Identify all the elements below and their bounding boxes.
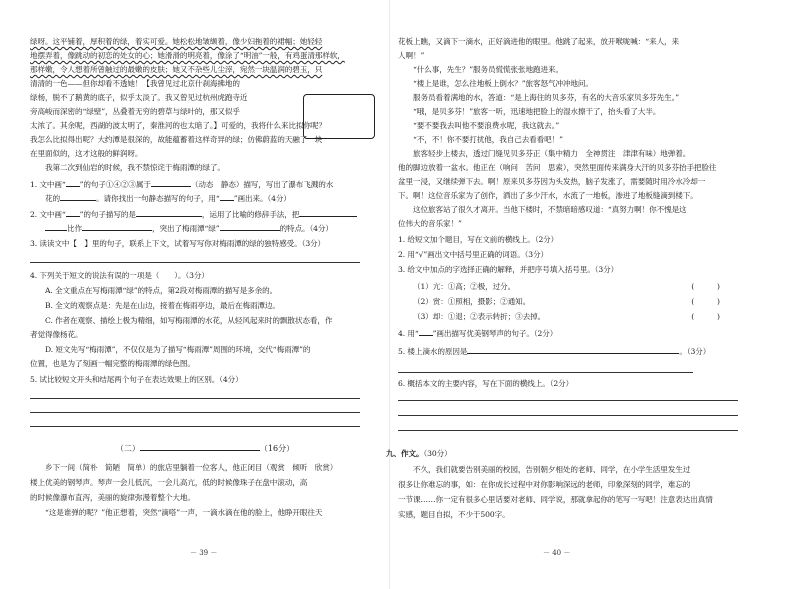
passage-line: 太浓了。其余呢，西湖的波太明了，秦淮河的也太暗了。】可爱的，我将什么来比拟你呢？ [30, 121, 326, 130]
question-6: 6. 概括本文的主要内容，写在下面的横线上。（2分） [398, 379, 574, 388]
underline-sample [66, 208, 80, 217]
option-c: C. 作者在观察、描绘上极为精细，如写梅雨潭的水花，从轻风起来时的飘散状态看，作 [45, 316, 333, 325]
page-gutter [389, 0, 390, 589]
underline-sample [220, 192, 234, 201]
answer-line[interactable] [30, 426, 360, 427]
question-5: 5. 试比较短文开头和结尾两个句子在表达效果上的区别。（4分） [30, 375, 243, 384]
story-line: “不，不！你不要打扰他，我自己去看看吧！” [413, 135, 563, 144]
answer-line[interactable] [30, 262, 360, 263]
story-line: 旅客轻步上楼去，透过门缝见贝多芬正（集中精力 全神贯注 津津有味）地弹着。 [413, 149, 691, 158]
question-3-item-3: （3）却：①退；②表示转折；③去掉。 [413, 312, 546, 321]
left-page [30, 0, 380, 589]
option-c-cont: 者觉得像杨花。 [30, 330, 83, 339]
story-line: 楼上优美的钢琴声。琴声一会儿低沉，一会儿高亢，低的时候像珠子在盘中滚动，高 [30, 478, 308, 487]
story-line: 服务员看着满地的水，答道：“是上海住的贝多芬，有名的大音乐家贝多芬先生。” [413, 93, 680, 102]
story-line: 位伟大的音乐家！” [398, 219, 462, 228]
story-line: 花板上瞧，又滴下一滴水，正好滴进他的眼里。他跳了起来，放开喉咙喊：“来人，来 [398, 37, 680, 46]
passage-line: 清清的一色——但你却看不透她！【我曾见过北京什刹海拂地的 [30, 79, 240, 88]
option-b: B. 全文的观察点是：先是在山边，接着在梅雨亭边，最后在梅雨潭边。 [45, 301, 280, 310]
option-d: D. 短文先写“梅雨潭”，不仅仅是为了描写“梅雨潭”周围的环境，交代“梅雨潭”的 [45, 345, 311, 354]
passage-line: 我第二次到仙岩的时候，我不禁惊诧于梅雨潭的绿了。 [45, 163, 225, 172]
composition-prompt-line: 很多让你难忘的事，如：在你成长过程中对你影响深远的老师，印象深刻的同学，难忘的 [398, 480, 691, 489]
question-3: 3. 读读文中【 】里的句子，联系上下文，试着写写你对梅雨潭的绿的独特感受。（3分） [30, 239, 326, 248]
composition-prompt-line: 不久，我们就要告别美丽的校园，告别朝夕相处的老师、同学，在小学生活里发生过 [413, 465, 691, 474]
option-d-cont: 位置，也是为了刻画一幅完整的梅雨潭的绿色图。 [30, 359, 195, 368]
underline-sample [419, 327, 433, 336]
story-line: 人啊！” [398, 51, 425, 60]
option-a: A. 全文重点在写梅雨潭“绿”的特点，第2段对梅雨潭的描写是多余的。 [45, 286, 278, 295]
story-line: “什么事，先生？”服务员慌慌张张地跑进来。 [413, 65, 563, 74]
passage-line: 旁高峻而深密的“绿壁”，丛叠着无穷的碧草与绿叶的，那又似乎 [30, 107, 240, 116]
passage-line: 地摆弄着，像跳动的初恋的处女的心；她滑滑的明亮着，像涂了“明油”一般，有鸡蛋清那样软， [30, 51, 345, 60]
question-4: 4. 下列关于短文的说法有误的一项是（ ）。（3分） [30, 271, 209, 280]
title-blank[interactable] [140, 442, 260, 451]
answer-parens[interactable]: ( ) [691, 312, 720, 321]
question-3: 3. 给文中加点的字选择正确的解释，并把序号填入括号里。（3分） [398, 265, 619, 274]
answer-blank[interactable] [220, 222, 280, 231]
question-2-cont: 比作 ，突出了梅雨潭“绿” 的特点。（4分） [30, 222, 333, 234]
question-1-cont: 花的 。请你找出一句静态描写的句子，用“ ”画出来。（4分） [45, 194, 291, 203]
answer-blank[interactable] [82, 222, 152, 231]
right-page [386, 0, 770, 589]
answer-line[interactable] [398, 372, 693, 373]
passage-line: 那样嫩，令人想着所曾触过的最嫩的皮肤；她又不杂些儿尘滓，宛然一块温润的碧玉，只 [30, 65, 323, 74]
passage-line: 在里面似的，这才这般的鲜润呀。 [30, 149, 143, 158]
answer-line[interactable] [398, 400, 738, 401]
question-2: 2. 文中画“ ”的句子描写的是 ，运用了比喻的修辞手法，把 [30, 208, 357, 220]
story-line: 的时候像瀑布直泻，美丽的旋律弥漫着整个大地。 [30, 493, 195, 502]
question-3-item-2: （2）赏：①照相，摄影；②通知。 [413, 297, 531, 306]
story-line: “楼上是谁，怎么往地板上倒水？”旅客怒气冲冲地问。 [413, 79, 593, 88]
answer-blank[interactable] [467, 345, 679, 354]
answer-blank[interactable] [45, 222, 67, 231]
passage-line: 绿杨，脱不了鹅黄的底子，似乎太淡了。我又曾见过杭州虎跑寺近 [30, 93, 248, 102]
composition-prompt-line: 实感，题目自拟，不少于500字。 [398, 510, 510, 519]
story-line: 下。啊！这位音乐家为了创作，洒出了多少汗水，水流了一地板，渗进了地板缝滴到楼下。 [398, 191, 698, 200]
question-2: 2. 用“√”画出文中括号里正确的词语。（3分） [398, 250, 548, 259]
answer-blank[interactable] [151, 178, 191, 187]
question-1: 1. 给短文加个题目，写在文前的横线上。（2分） [398, 235, 559, 244]
story-line: 乡下一间（简朴 简陋 简单）的旅店里躺着一位客人，他正闭目（观赏 倾听 欣赏） [45, 463, 338, 472]
answer-parens[interactable]: ( ) [691, 297, 720, 306]
story-line: “哦，是贝多芬！”旅客一听，迅速地把脸上的湿水擦干了，抬头看了大半。 [413, 107, 661, 116]
story-line: 盆里一浸，又继续弹下去。啊！原来贝多芬因为头发热，脑子发涨了，需要随时用冷水冷却一 [398, 177, 706, 186]
underline-sample [66, 178, 80, 187]
question-3-item-1: （1）亢：①高；②极，过分。 [413, 282, 516, 291]
passage-line: 我怎么比拟得出呢？大约潭是很深的，故能蕴蓄着这样奇异的绿；仿佛蔚蓝的天融了一块 [30, 135, 323, 144]
page-number: － 40 － [543, 549, 571, 557]
story-line: “要不要我去叫他不要浪费水呢，我这就去。” [413, 121, 560, 130]
question-5: 5. 楼上滴水的原因是 。（3分） [398, 347, 711, 356]
answer-line[interactable] [398, 415, 738, 416]
section-2-heading: （二） （16分） [115, 444, 295, 453]
answer-line[interactable] [398, 430, 738, 431]
annotation-box[interactable] [303, 94, 375, 139]
answer-blank[interactable] [136, 208, 202, 217]
answer-line[interactable] [30, 398, 360, 399]
story-line: 他的脚边放着一盆水。他正在（响问 苦问 思索），突然里面传来满身大汗的贝多芬抬手把脸往 [398, 163, 717, 172]
answer-parens[interactable]: ( ) [691, 282, 720, 291]
composition-prompt-line: 一节课……你一定有很多心里话要对老师、同学说，那就拿起你的笔写一写吧！注意表达出真情 [398, 495, 713, 504]
passage-line: 绿呀。这平铺着，厚积着的绿，着实可爱。她松松地皱缬着，像少妇拖着的裙幅；她轻轻 [30, 37, 323, 46]
answer-blank[interactable] [299, 208, 357, 217]
answer-blank[interactable] [60, 192, 96, 201]
composition-heading: 九、作文。（30分） [386, 449, 452, 458]
answer-line[interactable] [30, 412, 360, 413]
story-line: “这是谁弹的呢？”他正想着，突然“滴嗒”一声，一滴水滴在他的脸上，他睁开眼往天 [45, 508, 323, 517]
question-4: 4. 用“ ”画出描写优美钢琴声的句子。（2分） [398, 329, 558, 338]
question-1: 1. 文中画“ ”的句子①④②③属于 （动态 静态）描写，写出了瀑布飞溅的水 [30, 180, 334, 189]
story-line: 这位旅客站了很久才离开。当他下楼时，不禁暗暗感叹道：“真努力啊！你不愧是这 [413, 205, 687, 214]
page-number: － 39 － [190, 549, 218, 557]
